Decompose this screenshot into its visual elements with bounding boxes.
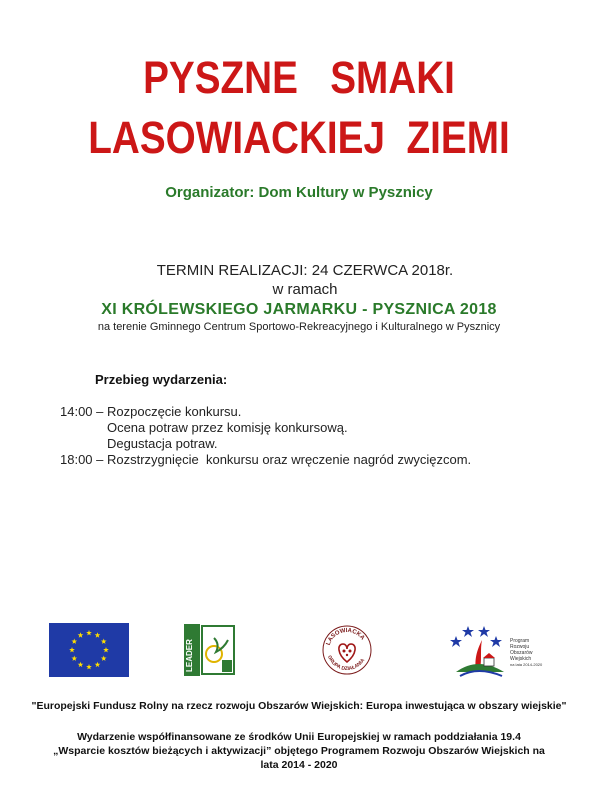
prow-text bbox=[510, 638, 542, 668]
prow-text-line: Wiejskich bbox=[510, 656, 532, 662]
agenda-list bbox=[60, 404, 471, 468]
title-line-1: PYSZNE SMAKI bbox=[143, 52, 455, 103]
lgd-text-bottom: GRUPA DZIAŁANIA bbox=[326, 654, 367, 673]
prow-logo-icon bbox=[448, 622, 548, 680]
lasowiacka-lgd-logo-icon bbox=[321, 624, 373, 676]
footer-cofinancing-line-3: lata 2014 - 2020 bbox=[260, 759, 338, 771]
organizer-text: Organizator: Dom Kultury w Pysznicy bbox=[165, 184, 433, 201]
leader-logo-icon bbox=[184, 624, 236, 676]
prow-text-line: Rozwoju bbox=[510, 644, 530, 650]
w-ramach-text: w ramach bbox=[272, 281, 338, 298]
venue-text: na terenie Gminnego Centrum Sportowo-Rekreacyjnego i Kulturalnego w Pysznicy bbox=[97, 321, 501, 333]
title-line-2: LASOWIACKIEJ ZIEMI bbox=[88, 112, 510, 163]
agenda-line: 18:00 – Rozstrzygnięcie konkursu oraz wręczenie nagród zwycięzcom. bbox=[60, 452, 472, 467]
lgd-text-top: LASOWIACKA bbox=[325, 627, 366, 647]
prow-text-line: Program bbox=[510, 638, 530, 644]
agenda-line: 14:00 – Rozpoczęcie konkursu. bbox=[60, 404, 242, 419]
eu-flag-icon bbox=[49, 623, 129, 677]
jarmark-title: XI KRÓLEWSKIEGO JARMARKU - PYSZNICA 2018 bbox=[101, 301, 497, 318]
agenda-line: Degustacja potraw. bbox=[60, 436, 218, 451]
footer-cofinancing-line-2: „Wsparcie kosztów bieżących i aktywizacji” objętego Programem Rozwoju Obszarów Wiejskich na bbox=[53, 745, 545, 757]
footer-efrrow-slogan: "Europejski Fundusz Rolny na rzecz rozwoju Obszarów Wiejskich: Europa inwestująca w obszary wiejskie" bbox=[31, 700, 567, 712]
leader-text: LEADER bbox=[185, 639, 194, 672]
agenda-line: Ocena potraw przez komisję konkursową. bbox=[60, 420, 348, 435]
termin-text: TERMIN REALIZACJI: 24 CZERWCA 2018r. bbox=[156, 262, 454, 279]
footer-cofinancing-line-1: Wydarzenie współfinansowane ze środków Unii Europejskiej w ramach poddziałania 19.4 bbox=[77, 731, 521, 743]
prow-text-line: Obszarów bbox=[510, 650, 533, 656]
prow-text-line: na lata 2014-2020 bbox=[510, 662, 543, 667]
agenda-title: Przebieg wydarzenia: bbox=[95, 372, 228, 387]
